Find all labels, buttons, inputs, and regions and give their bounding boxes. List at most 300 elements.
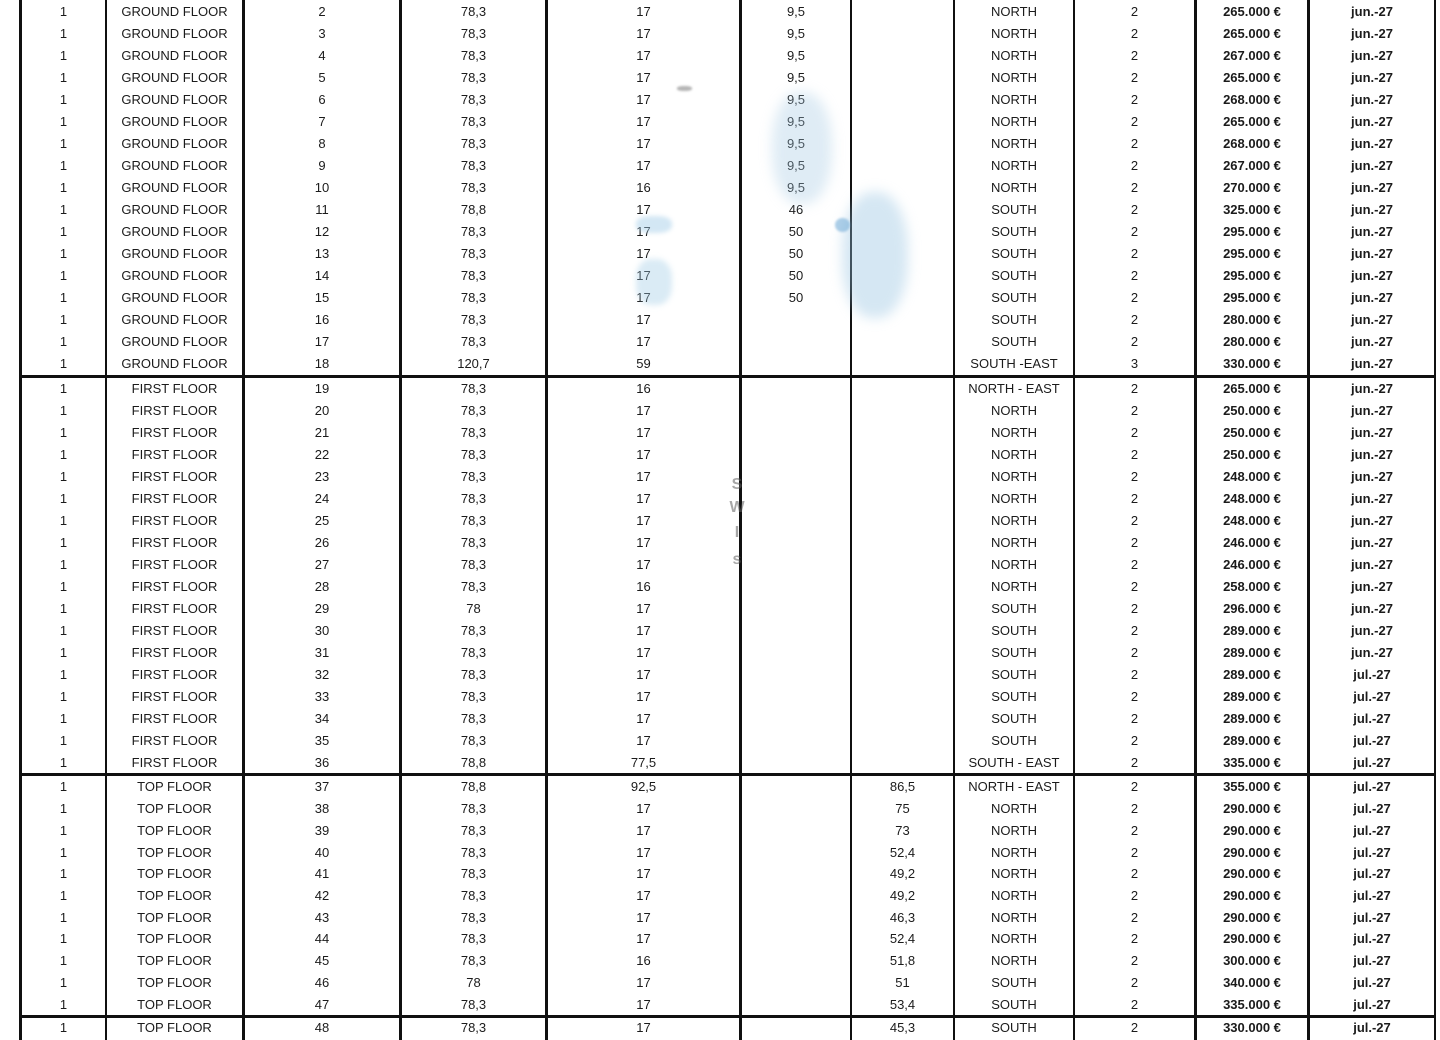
cell-orientation: NORTH [955,554,1075,576]
cell-area-built: 78,3 [402,378,548,400]
cell-block: 1 [22,66,107,88]
cell-bedrooms: 2 [1075,154,1197,176]
cell-floor: FIRST FLOOR [107,729,245,751]
cell-area-2: 16 [548,576,742,598]
cell-area-2: 17 [548,798,742,820]
cell-area-built: 78,3 [402,265,548,287]
cell-area-3: 46 [742,199,852,221]
cell-area-4 [852,44,955,66]
cell-orientation: NORTH [955,576,1075,598]
cell-area-built: 78,3 [402,641,548,663]
cell-area-3 [742,554,852,576]
cell-area-4 [852,707,955,729]
cell-area-3 [742,400,852,422]
cell-floor: GROUND FLOOR [107,44,245,66]
cell-floor: FIRST FLOOR [107,510,245,532]
cell-area-2: 17 [548,466,742,488]
cell-block: 1 [22,532,107,554]
cell-block: 1 [22,22,107,44]
table-row [22,663,1434,685]
cell-area-4: 86,5 [852,776,955,798]
cell-price: 250.000 € [1197,422,1310,444]
cell-bedrooms: 2 [1075,331,1197,353]
cell-area-4 [852,132,955,154]
cell-floor: FIRST FLOOR [107,597,245,619]
cell-block: 1 [22,44,107,66]
table-row [22,132,1434,154]
cell-area-4: 75 [852,798,955,820]
cell-area-2: 17 [548,972,742,994]
cell-area-2: 17 [548,88,742,110]
cell-price: 290.000 € [1197,885,1310,907]
cell-area-2: 17 [548,554,742,576]
cell-area-2: 17 [548,597,742,619]
cell-unit: 27 [245,554,402,576]
cell-area-4 [852,176,955,198]
table-row [22,619,1434,641]
cell-area-3 [742,906,852,928]
cell-area-3 [742,663,852,685]
cell-block: 1 [22,619,107,641]
cell-price: 290.000 € [1197,906,1310,928]
cell-area-built: 78,3 [402,554,548,576]
cell-block: 1 [22,685,107,707]
cell-floor: GROUND FLOOR [107,309,245,331]
table-row [22,331,1434,353]
cell-bedrooms: 2 [1075,729,1197,751]
cell-unit: 18 [245,353,402,375]
floor-section-ground-floor [19,0,1436,378]
cell-floor: FIRST FLOOR [107,554,245,576]
cell-bedrooms: 2 [1075,906,1197,928]
cell-orientation: NORTH [955,950,1075,972]
cell-unit: 22 [245,444,402,466]
cell-block: 1 [22,776,107,798]
cell-area-3 [742,819,852,841]
cell-area-built: 120,7 [402,353,548,375]
cell-block: 1 [22,663,107,685]
cell-price: 268.000 € [1197,132,1310,154]
cell-block: 1 [22,885,107,907]
cell-bedrooms: 2 [1075,863,1197,885]
table-row [22,729,1434,751]
cell-area-2: 17 [548,444,742,466]
cell-area-2: 17 [548,663,742,685]
cell-delivery-date: jul.-27 [1353,931,1391,947]
cell-area-built: 78,3 [402,576,548,598]
cell-area-built: 78,3 [402,466,548,488]
table-row [22,510,1434,532]
cell-bedrooms: 3 [1075,353,1197,375]
cell-block: 1 [22,1014,107,1040]
cell-price: 290.000 € [1197,798,1310,820]
cell-price: 289.000 € [1197,663,1310,685]
cell-orientation: SOUTH [955,597,1075,619]
cell-area-4 [852,265,955,287]
cell-area-built: 78,3 [402,221,548,243]
cell-bedrooms: 2 [1075,243,1197,265]
cell-orientation: SOUTH [955,221,1075,243]
cell-delivery-date: jun.-27 [1351,644,1393,660]
cell-orientation: SOUTH [955,685,1075,707]
cell-block: 1 [22,841,107,863]
watermark-letter: W [729,499,745,516]
cell-floor: GROUND FLOOR [107,221,245,243]
cell-area-2: 17 [548,707,742,729]
cell-delivery-date: jun.-27 [1351,179,1393,195]
cell-delivery-date: jun.-27 [1351,425,1393,441]
cell-price: 300.000 € [1197,950,1310,972]
cell-floor: GROUND FLOOR [107,243,245,265]
cell-area-3 [742,993,852,1015]
floor-section-top-floor [19,776,1436,1018]
cell-orientation: NORTH [955,928,1075,950]
cell-delivery-date: jun.-27 [1351,334,1393,350]
cell-floor: TOP FLOOR [107,972,245,994]
cell-area-3 [742,597,852,619]
cell-area-3 [742,707,852,729]
cell-area-3 [742,885,852,907]
table-row [22,66,1434,88]
table-row [22,707,1434,729]
cell-block: 1 [22,597,107,619]
cell-area-3 [742,729,852,751]
cell-price: 295.000 € [1197,221,1310,243]
cell-area-4: 52,4 [852,928,955,950]
table-row [22,885,1434,907]
cell-orientation: NORTH [955,819,1075,841]
cell-price: 289.000 € [1197,641,1310,663]
cell-block: 1 [22,972,107,994]
cell-orientation: SOUTH [955,243,1075,265]
cell-bedrooms: 2 [1075,554,1197,576]
cell-block: 1 [22,110,107,132]
cell-delivery-date: jun.-27 [1351,557,1393,573]
cell-area-built: 78,3 [402,444,548,466]
cell-price: 280.000 € [1197,309,1310,331]
cell-area-3 [742,776,852,798]
cell-delivery-date: jun.-27 [1351,157,1393,173]
cell-block: 1 [22,287,107,309]
table-row [22,44,1434,66]
cell-price: 265.000 € [1197,66,1310,88]
floor-section-top-floor-partial [19,1018,1436,1040]
cell-area-3 [742,532,852,554]
table-row [22,287,1434,309]
cell-block: 1 [22,729,107,751]
cell-orientation: NORTH [955,154,1075,176]
table-row [22,444,1434,466]
cell-bedrooms: 2 [1075,44,1197,66]
cell-area-3 [742,510,852,532]
table-row [22,243,1434,265]
cell-delivery-date: jul.-27 [1353,974,1391,990]
cell-area-4 [852,510,955,532]
cell-area-4 [852,751,955,773]
cell-delivery-date: jul.-27 [1353,844,1391,860]
cell-area-built: 78,3 [402,1014,548,1040]
cell-area-4 [852,243,955,265]
cell-block: 1 [22,554,107,576]
cell-area-built: 78,3 [402,110,548,132]
cell-area-4: 51,8 [852,950,955,972]
cell-delivery-date: jul.-27 [1353,1019,1391,1035]
cell-block: 1 [22,331,107,353]
cell-area-3 [742,841,852,863]
cell-area-2: 17 [548,400,742,422]
cell-bedrooms: 2 [1075,1014,1197,1040]
cell-area-2: 92,5 [548,776,742,798]
cell-floor: FIRST FLOOR [107,466,245,488]
table-row [22,199,1434,221]
cell-bedrooms: 2 [1075,466,1197,488]
cell-area-3 [742,444,852,466]
cell-block: 1 [22,950,107,972]
cell-bedrooms: 2 [1075,309,1197,331]
cell-area-3: 9,5 [742,110,852,132]
cell-area-built: 78,3 [402,819,548,841]
cell-floor: GROUND FLOOR [107,110,245,132]
cell-block: 1 [22,819,107,841]
cell-area-4 [852,729,955,751]
cell-block: 1 [22,798,107,820]
table-row [22,993,1434,1015]
cell-area-3 [742,309,852,331]
cell-bedrooms: 2 [1075,619,1197,641]
cell-price: 268.000 € [1197,88,1310,110]
cell-area-built: 78,3 [402,488,548,510]
cell-orientation: SOUTH [955,287,1075,309]
cell-bedrooms: 2 [1075,88,1197,110]
cell-delivery-date: jul.-27 [1353,801,1391,817]
cell-area-built: 78,3 [402,928,548,950]
cell-unit: 35 [245,729,402,751]
cell-floor: TOP FLOOR [107,1014,245,1040]
cell-unit: 37 [245,776,402,798]
cell-bedrooms: 2 [1075,776,1197,798]
cell-block: 1 [22,510,107,532]
cell-price: 248.000 € [1197,510,1310,532]
cell-unit: 48 [245,1014,402,1040]
cell-area-built: 78,3 [402,798,548,820]
cell-delivery-date: jun.-27 [1351,47,1393,63]
table-row [22,88,1434,110]
cell-floor: FIRST FLOOR [107,444,245,466]
cell-unit: 15 [245,287,402,309]
cell-area-2: 17 [548,132,742,154]
cell-bedrooms: 2 [1075,510,1197,532]
cell-bedrooms: 2 [1075,444,1197,466]
watermark-letter: S [731,476,743,493]
cell-block: 1 [22,466,107,488]
table-row [22,466,1434,488]
cell-area-built: 78,3 [402,22,548,44]
cell-area-4 [852,576,955,598]
table-row [22,110,1434,132]
cell-area-4 [852,66,955,88]
cell-area-built: 78,3 [402,663,548,685]
cell-bedrooms: 2 [1075,66,1197,88]
cell-block: 1 [22,0,107,22]
table-row [22,972,1434,994]
cell-unit: 43 [245,906,402,928]
cell-area-3 [742,1014,852,1040]
cell-unit: 16 [245,309,402,331]
cell-area-3: 50 [742,287,852,309]
cell-unit: 9 [245,154,402,176]
table-row [22,863,1434,885]
cell-floor: FIRST FLOOR [107,641,245,663]
cell-price: 248.000 € [1197,466,1310,488]
cell-area-3 [742,950,852,972]
cell-delivery-date: jun.-27 [1351,91,1393,107]
cell-area-built: 78,3 [402,66,548,88]
cell-delivery-date: jul.-27 [1353,996,1391,1012]
cell-floor: FIRST FLOOR [107,532,245,554]
cell-delivery-date: jun.-27 [1351,135,1393,151]
cell-delivery-date: jul.-27 [1353,688,1391,704]
cell-price: 246.000 € [1197,554,1310,576]
cell-unit: 40 [245,841,402,863]
cell-price: 265.000 € [1197,378,1310,400]
cell-area-2: 17 [548,488,742,510]
cell-price: 289.000 € [1197,707,1310,729]
cell-orientation: SOUTH -EAST [955,353,1075,375]
cell-area-3: 9,5 [742,44,852,66]
cell-block: 1 [22,444,107,466]
cell-block: 1 [22,863,107,885]
cell-orientation: NORTH [955,132,1075,154]
cell-orientation: NORTH [955,510,1075,532]
table-row [22,400,1434,422]
cell-area-2: 17 [548,44,742,66]
cell-area-4 [852,331,955,353]
cell-bedrooms: 2 [1075,22,1197,44]
cell-block: 1 [22,132,107,154]
cell-bedrooms: 2 [1075,0,1197,22]
cell-area-4: 49,2 [852,863,955,885]
cell-area-2: 17 [548,422,742,444]
cell-area-built: 78,3 [402,685,548,707]
cell-delivery-date: jun.-27 [1351,69,1393,85]
cell-area-built: 78,3 [402,154,548,176]
cell-area-built: 78,3 [402,331,548,353]
cell-area-3 [742,972,852,994]
cell-area-2: 17 [548,110,742,132]
cell-floor: TOP FLOOR [107,819,245,841]
cell-price: 250.000 € [1197,400,1310,422]
cell-floor: TOP FLOOR [107,863,245,885]
cell-block: 1 [22,88,107,110]
cell-area-2: 17 [548,199,742,221]
cell-area-3 [742,422,852,444]
cell-bedrooms: 2 [1075,378,1197,400]
cell-price: 290.000 € [1197,841,1310,863]
cell-orientation: SOUTH [955,199,1075,221]
cell-area-2: 59 [548,353,742,375]
cell-floor: TOP FLOOR [107,906,245,928]
cell-area-built: 78,3 [402,176,548,198]
cell-area-built: 78,3 [402,287,548,309]
cell-unit: 24 [245,488,402,510]
cell-unit: 34 [245,707,402,729]
cell-area-built: 78,3 [402,0,548,22]
cell-delivery-date: jul.-27 [1353,866,1391,882]
cell-price: 330.000 € [1197,353,1310,375]
cell-area-2: 17 [548,22,742,44]
cell-price: 265.000 € [1197,22,1310,44]
cell-unit: 7 [245,110,402,132]
cell-bedrooms: 2 [1075,819,1197,841]
cell-area-4 [852,353,955,375]
cell-floor: GROUND FLOOR [107,265,245,287]
cell-area-3 [742,619,852,641]
cell-orientation: SOUTH [955,265,1075,287]
cell-area-3 [742,378,852,400]
cell-block: 1 [22,353,107,375]
cell-floor: GROUND FLOOR [107,154,245,176]
cell-block: 1 [22,488,107,510]
cell-orientation: NORTH [955,400,1075,422]
cell-block: 1 [22,906,107,928]
cell-floor: FIRST FLOOR [107,619,245,641]
cell-area-3: 9,5 [742,88,852,110]
cell-area-3: 9,5 [742,0,852,22]
table-row [22,265,1434,287]
cell-area-2: 17 [548,819,742,841]
cell-area-built: 78,3 [402,729,548,751]
cell-orientation: NORTH [955,906,1075,928]
cell-area-3 [742,576,852,598]
cell-floor: FIRST FLOOR [107,488,245,510]
cell-unit: 4 [245,44,402,66]
cell-floor: GROUND FLOOR [107,176,245,198]
cell-delivery-date: jul.-27 [1353,887,1391,903]
cell-orientation: NORTH [955,422,1075,444]
cell-floor: GROUND FLOOR [107,353,245,375]
cell-orientation: NORTH [955,488,1075,510]
cell-bedrooms: 2 [1075,751,1197,773]
cell-floor: FIRST FLOOR [107,576,245,598]
cell-area-3 [742,353,852,375]
cell-area-3 [742,685,852,707]
cell-price: 248.000 € [1197,488,1310,510]
cell-area-4 [852,154,955,176]
cell-price: 250.000 € [1197,444,1310,466]
cell-unit: 45 [245,950,402,972]
cell-floor: GROUND FLOOR [107,331,245,353]
cell-area-3: 9,5 [742,66,852,88]
cell-area-2: 17 [548,243,742,265]
floor-section-first-floor [19,378,1436,776]
cell-area-built: 78,3 [402,243,548,265]
cell-price: 289.000 € [1197,729,1310,751]
cell-bedrooms: 2 [1075,841,1197,863]
cell-price: 335.000 € [1197,751,1310,773]
cell-bedrooms: 2 [1075,532,1197,554]
cell-orientation: NORTH [955,885,1075,907]
table-row [22,309,1434,331]
cell-bedrooms: 2 [1075,132,1197,154]
cell-price: 290.000 € [1197,928,1310,950]
cell-unit: 23 [245,466,402,488]
cell-unit: 21 [245,422,402,444]
cell-area-4 [852,597,955,619]
cell-delivery-date: jun.-27 [1351,381,1393,397]
table-row [22,928,1434,950]
cell-area-2: 17 [548,1014,742,1040]
table-row [22,819,1434,841]
